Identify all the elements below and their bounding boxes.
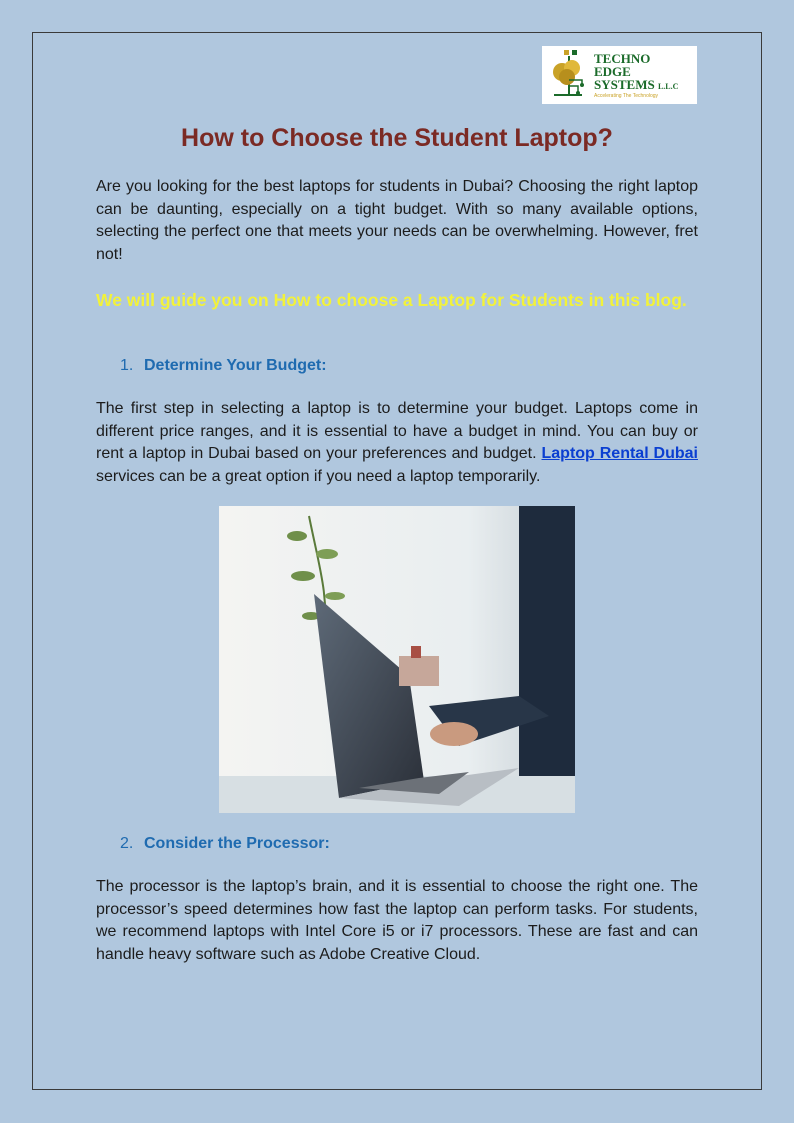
- logo-line-1: TECHNO: [594, 51, 651, 66]
- section-number: 2.: [120, 835, 134, 852]
- company-logo: [542, 46, 697, 104]
- processor-paragraph: The processor is the laptop’s brain, and it is essential to choose the right one. The processor’s speed determines how fast the laptop can perform tasks. For students, we recommend laptops with Intel Core i5 or i7 processors. These are fast and can handle heavy software such as Adobe Creative Cloud.: [96, 878, 698, 963]
- section-heading-processor: [120, 835, 330, 853]
- logo-wordmark: [594, 50, 678, 100]
- logo-line-2: EDGE: [594, 64, 631, 79]
- budget-text: The first step in selecting a laptop is to determine your budget. Laptops come in different price ranges, and it is essential to have a budget in mind. You can buy or rent a laptop in Dubai based on your preferences and budget.: [96, 400, 698, 462]
- section-number: 1.: [120, 357, 134, 374]
- tree-circuit-icon: [542, 46, 594, 104]
- logo-line-3: SYSTEMS: [594, 77, 655, 92]
- laptop-photo: [219, 506, 575, 813]
- highlight-statement: We will guide you on How to choose a Laptop for Students in this blog.: [96, 290, 687, 310]
- section-heading-budget: [120, 357, 327, 375]
- laptop-rental-dubai-link[interactable]: Laptop Rental Dubai: [541, 445, 698, 462]
- section-heading-text: Consider the Processor:: [144, 835, 330, 852]
- page-title: How to Choose the Student Laptop?: [181, 124, 613, 152]
- budget-paragraph: [96, 398, 698, 488]
- intro-paragraph: Are you looking for the best laptops for students in Dubai? Choosing the right laptop can be daunting, especially on a tight budget. With so many available options, selecting the perfect one that meets your needs can be overwhelming. However, fret not!: [96, 178, 698, 263]
- section-heading-text: Determine Your Budget:: [144, 357, 327, 374]
- logo-suffix: L.L.C: [657, 82, 679, 91]
- budget-text-end: services can be a great option if you need a laptop temporarily.: [96, 467, 541, 485]
- logo-tagline: Accelerating The Technology: [594, 93, 659, 99]
